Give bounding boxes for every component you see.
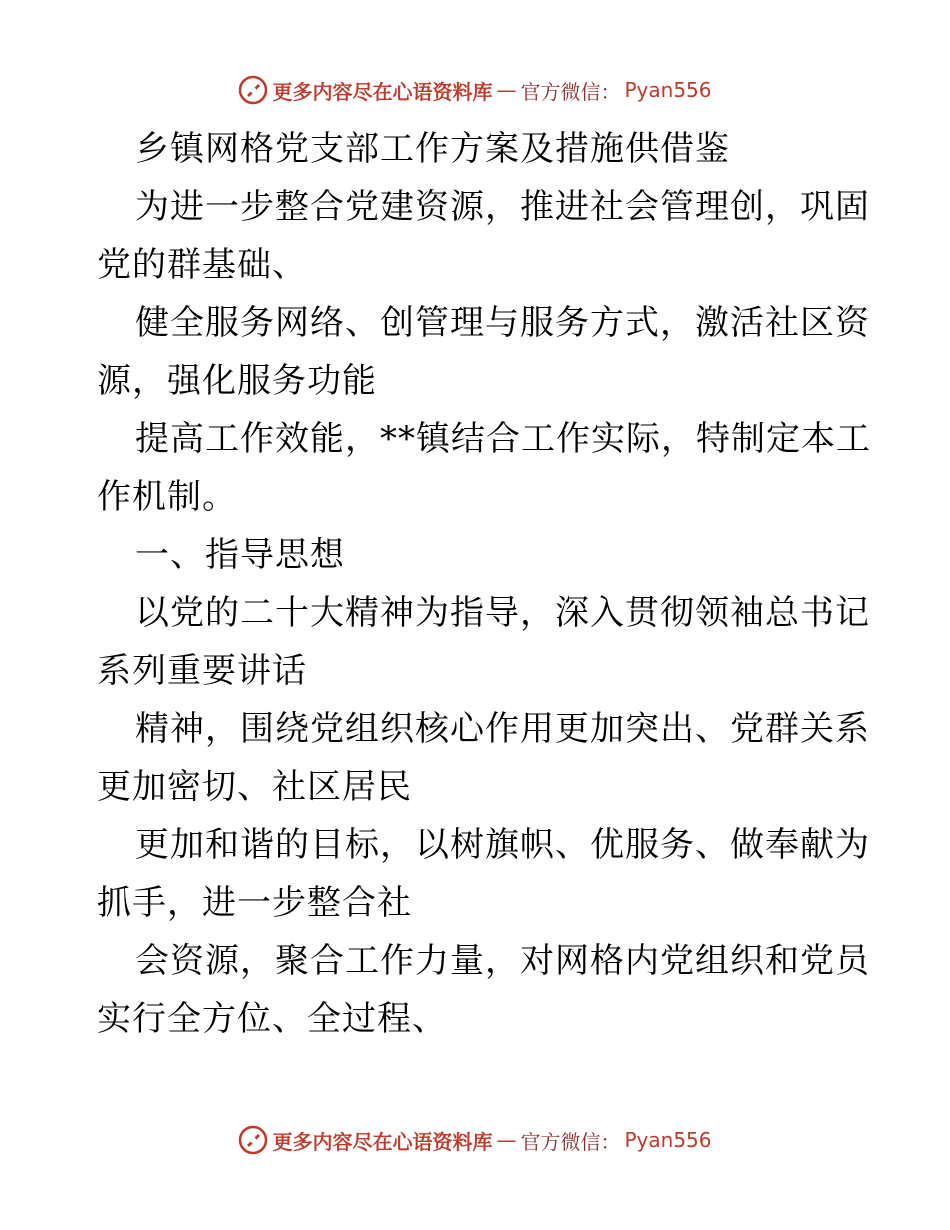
paragraph-line: 系列重要讲话 bbox=[97, 651, 307, 691]
paragraph-line: 以党的二十大精神为指导，深入贯彻领袖总书记 bbox=[135, 593, 870, 633]
paragraph-line: 更加和谐的目标，以树旗帜、优服务、做奉献为 bbox=[135, 825, 870, 865]
watermark-label: 官方微信： bbox=[520, 1129, 621, 1154]
paragraph-line: 作机制。 bbox=[97, 477, 237, 517]
watermark-id: Pyan556 bbox=[624, 1128, 712, 1152]
header-watermark bbox=[0, 70, 950, 110]
document-body bbox=[97, 120, 871, 1048]
logo-icon bbox=[238, 1125, 268, 1155]
paragraph-line: 精神，围绕党组织核心作用更加突出、党群关系 bbox=[135, 709, 870, 749]
watermark-separator: — bbox=[496, 78, 517, 102]
paragraph-line: 会资源，聚合工作力量，对网格内党组织和党员 bbox=[135, 941, 870, 981]
footer-watermark bbox=[0, 1120, 950, 1160]
paragraph-line: 抓手，进一步整合社 bbox=[97, 883, 412, 923]
paragraph-line: 提高工作效能，**镇结合工作实际，特制定本工 bbox=[135, 419, 871, 459]
document-title: 乡镇网格党支部工作方案及措施供借鉴 bbox=[135, 129, 730, 169]
paragraph-line: 源，强化服务功能 bbox=[97, 361, 377, 401]
watermark-site-text: 更多内容尽在心语资料库 bbox=[272, 1129, 493, 1154]
watermark-label: 官方微信： bbox=[520, 79, 621, 104]
logo-icon bbox=[238, 75, 268, 105]
paragraph-line: 更加密切、社区居民 bbox=[97, 767, 412, 807]
watermark-site-text: 更多内容尽在心语资料库 bbox=[272, 79, 493, 104]
paragraph-line: 为进一步整合党建资源，推进社会管理创，巩固 bbox=[135, 187, 870, 227]
paragraph-line: 实行全方位、全过程、 bbox=[97, 999, 447, 1039]
paragraph-line: 党的群基础、 bbox=[97, 245, 307, 285]
watermark-id: Pyan556 bbox=[624, 78, 712, 102]
paragraph-line: 健全服务网络、创管理与服务方式，激活社区资 bbox=[135, 303, 870, 343]
watermark-separator: — bbox=[496, 1128, 517, 1152]
section-heading: 一、指导思想 bbox=[135, 535, 345, 575]
